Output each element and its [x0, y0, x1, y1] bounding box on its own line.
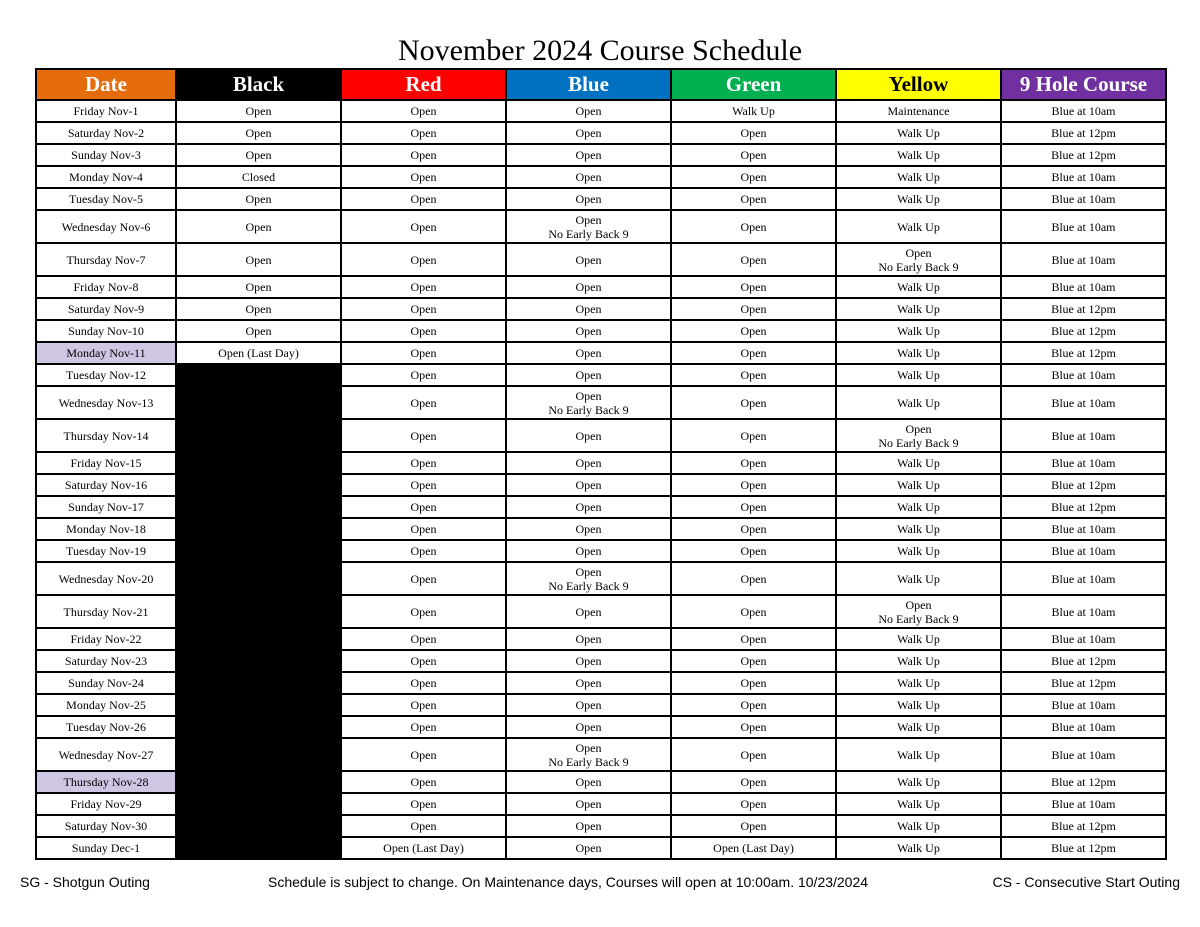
green-cell: Open — [671, 210, 836, 243]
yellow-cell: Walk Up — [836, 320, 1001, 342]
black-cell: Open — [176, 276, 341, 298]
nine-hole-cell: Blue at 10am — [1001, 628, 1166, 650]
date-cell: Tuesday Nov-12 — [36, 364, 176, 386]
date-cell: Saturday Nov-16 — [36, 474, 176, 496]
red-cell: Open — [341, 738, 506, 771]
date-cell: Sunday Nov-10 — [36, 320, 176, 342]
green-cell: Open — [671, 276, 836, 298]
nine-hole-cell: Blue at 10am — [1001, 540, 1166, 562]
red-cell: Open — [341, 452, 506, 474]
page-title: November 2024 Course Schedule — [397, 34, 803, 67]
date-cell: Tuesday Nov-19 — [36, 540, 176, 562]
blue-cell: Open — [506, 419, 671, 452]
table-row — [36, 364, 1166, 386]
yellow-cell: Walk Up — [836, 815, 1001, 837]
table-row — [36, 738, 1166, 771]
green-cell: Open — [671, 650, 836, 672]
date-cell: Wednesday Nov-13 — [36, 386, 176, 419]
blue-cell: Open — [506, 694, 671, 716]
green-cell: Open — [671, 595, 836, 628]
green-cell: Open — [671, 452, 836, 474]
blue-cell: Open — [506, 342, 671, 364]
blue-cell: Open No Early Back 9 — [506, 738, 671, 771]
table-row — [36, 540, 1166, 562]
blue-cell: Open — [506, 320, 671, 342]
black-cell: Open — [176, 320, 341, 342]
blue-cell: Open — [506, 188, 671, 210]
yellow-cell: Walk Up — [836, 738, 1001, 771]
nine-hole-cell: Blue at 12pm — [1001, 144, 1166, 166]
nine-hole-cell: Blue at 10am — [1001, 243, 1166, 276]
blue-cell: Open No Early Back 9 — [506, 386, 671, 419]
red-cell: Open — [341, 672, 506, 694]
black-cell — [176, 738, 341, 771]
footer-notice: Schedule is subject to change. On Maintenance days, Courses will open at 10:00am. 10/23/2024 — [268, 874, 869, 890]
yellow-cell: Walk Up — [836, 650, 1001, 672]
nine-hole-cell: Blue at 10am — [1001, 738, 1166, 771]
blue-cell: Open — [506, 243, 671, 276]
table-row — [36, 243, 1166, 276]
yellow-cell: Walk Up — [836, 342, 1001, 364]
green-cell: Open — [671, 122, 836, 144]
red-cell: Open — [341, 243, 506, 276]
table-row — [36, 342, 1166, 364]
yellow-cell: Walk Up — [836, 386, 1001, 419]
nine-hole-cell: Blue at 10am — [1001, 166, 1166, 188]
black-cell — [176, 815, 341, 837]
black-cell — [176, 474, 341, 496]
date-cell: Thursday Nov-7 — [36, 243, 176, 276]
green-cell: Open — [671, 474, 836, 496]
yellow-cell: Walk Up — [836, 628, 1001, 650]
black-cell — [176, 694, 341, 716]
yellow-cell: Walk Up — [836, 518, 1001, 540]
date-cell: Sunday Nov-17 — [36, 496, 176, 518]
red-cell: Open — [341, 628, 506, 650]
table-row — [36, 650, 1166, 672]
black-cell — [176, 419, 341, 452]
blue-cell: Open — [506, 595, 671, 628]
nine-hole-cell: Blue at 10am — [1001, 100, 1166, 122]
header-black: Black — [176, 69, 341, 100]
footer-legend-consecutive: CS - Consecutive Start Outing — [992, 874, 1180, 890]
blue-cell: Open No Early Back 9 — [506, 210, 671, 243]
nine-hole-cell: Blue at 12pm — [1001, 298, 1166, 320]
yellow-cell: Walk Up — [836, 452, 1001, 474]
red-cell: Open — [341, 122, 506, 144]
table-row — [36, 210, 1166, 243]
yellow-cell: Walk Up — [836, 771, 1001, 793]
blue-cell: Open — [506, 540, 671, 562]
blue-cell: Open — [506, 496, 671, 518]
yellow-cell: Walk Up — [836, 188, 1001, 210]
black-cell: Open — [176, 122, 341, 144]
nine-hole-cell: Blue at 10am — [1001, 793, 1166, 815]
black-cell — [176, 837, 341, 859]
black-cell: Open — [176, 100, 341, 122]
yellow-cell: Walk Up — [836, 716, 1001, 738]
red-cell: Open — [341, 166, 506, 188]
nine-hole-cell: Blue at 12pm — [1001, 650, 1166, 672]
yellow-cell: Maintenance — [836, 100, 1001, 122]
yellow-cell: Walk Up — [836, 694, 1001, 716]
header-green: Green — [671, 69, 836, 100]
black-cell: Open — [176, 188, 341, 210]
table-row — [36, 562, 1166, 595]
green-cell: Open — [671, 364, 836, 386]
table-row — [36, 595, 1166, 628]
nine-hole-cell: Blue at 10am — [1001, 595, 1166, 628]
nine-hole-cell: Blue at 10am — [1001, 276, 1166, 298]
table-row — [36, 694, 1166, 716]
yellow-cell: Walk Up — [836, 166, 1001, 188]
red-cell: Open — [341, 276, 506, 298]
black-cell — [176, 540, 341, 562]
red-cell: Open — [341, 562, 506, 595]
table-row — [36, 144, 1166, 166]
blue-cell: Open — [506, 628, 671, 650]
red-cell: Open — [341, 419, 506, 452]
footer-legend-shotgun: SG - Shotgun Outing — [20, 874, 150, 890]
red-cell: Open — [341, 595, 506, 628]
black-cell — [176, 771, 341, 793]
black-cell: Open — [176, 144, 341, 166]
blue-cell: Open — [506, 166, 671, 188]
red-cell: Open — [341, 474, 506, 496]
blue-cell: Open — [506, 474, 671, 496]
date-cell: Tuesday Nov-5 — [36, 188, 176, 210]
nine-hole-cell: Blue at 10am — [1001, 210, 1166, 243]
red-cell: Open — [341, 188, 506, 210]
date-cell: Thursday Nov-28 — [36, 771, 176, 793]
red-cell: Open — [341, 540, 506, 562]
blue-cell: Open — [506, 364, 671, 386]
blue-cell: Open — [506, 276, 671, 298]
green-cell: Open — [671, 496, 836, 518]
header-red: Red — [341, 69, 506, 100]
green-cell: Open — [671, 518, 836, 540]
black-cell — [176, 716, 341, 738]
yellow-cell: Walk Up — [836, 276, 1001, 298]
red-cell: Open — [341, 342, 506, 364]
black-cell — [176, 650, 341, 672]
date-cell: Wednesday Nov-20 — [36, 562, 176, 595]
blue-cell: Open — [506, 122, 671, 144]
nine-hole-cell: Blue at 10am — [1001, 386, 1166, 419]
black-cell — [176, 595, 341, 628]
schedule-body — [36, 100, 1166, 859]
nine-hole-cell: Blue at 10am — [1001, 452, 1166, 474]
red-cell: Open (Last Day) — [341, 837, 506, 859]
green-cell: Open — [671, 540, 836, 562]
nine-hole-cell: Blue at 10am — [1001, 188, 1166, 210]
date-cell: Thursday Nov-14 — [36, 419, 176, 452]
table-row — [36, 518, 1166, 540]
table-row — [36, 188, 1166, 210]
black-cell: Open — [176, 210, 341, 243]
red-cell: Open — [341, 518, 506, 540]
red-cell: Open — [341, 694, 506, 716]
date-cell: Friday Nov-8 — [36, 276, 176, 298]
black-cell: Open — [176, 243, 341, 276]
table-row — [36, 793, 1166, 815]
date-cell: Monday Nov-18 — [36, 518, 176, 540]
table-row — [36, 628, 1166, 650]
black-cell — [176, 628, 341, 650]
black-cell — [176, 793, 341, 815]
green-cell: Open — [671, 243, 836, 276]
yellow-cell: Open No Early Back 9 — [836, 243, 1001, 276]
header-nine-hole: 9 Hole Course — [1001, 69, 1166, 100]
header-date: Date — [36, 69, 176, 100]
course-schedule-table — [35, 68, 1167, 860]
table-row — [36, 771, 1166, 793]
header-row — [36, 69, 1166, 100]
yellow-cell: Walk Up — [836, 144, 1001, 166]
date-cell: Tuesday Nov-26 — [36, 716, 176, 738]
table-row — [36, 166, 1166, 188]
green-cell: Open — [671, 815, 836, 837]
red-cell: Open — [341, 771, 506, 793]
date-cell: Friday Nov-1 — [36, 100, 176, 122]
nine-hole-cell: Blue at 12pm — [1001, 672, 1166, 694]
date-cell: Monday Nov-11 — [36, 342, 176, 364]
date-cell: Sunday Dec-1 — [36, 837, 176, 859]
date-cell: Friday Nov-29 — [36, 793, 176, 815]
blue-cell: Open — [506, 452, 671, 474]
date-cell: Wednesday Nov-27 — [36, 738, 176, 771]
table-row — [36, 452, 1166, 474]
blue-cell: Open — [506, 650, 671, 672]
table-row — [36, 837, 1166, 859]
yellow-cell: Walk Up — [836, 540, 1001, 562]
black-cell — [176, 452, 341, 474]
nine-hole-cell: Blue at 10am — [1001, 716, 1166, 738]
table-row — [36, 474, 1166, 496]
table-row — [36, 298, 1166, 320]
table-row — [36, 672, 1166, 694]
red-cell: Open — [341, 364, 506, 386]
red-cell: Open — [341, 386, 506, 419]
black-cell: Open — [176, 298, 341, 320]
blue-cell: Open — [506, 837, 671, 859]
green-cell: Walk Up — [671, 100, 836, 122]
yellow-cell: Walk Up — [836, 298, 1001, 320]
date-cell: Saturday Nov-2 — [36, 122, 176, 144]
blue-cell: Open — [506, 672, 671, 694]
black-cell — [176, 386, 341, 419]
table-row — [36, 320, 1166, 342]
red-cell: Open — [341, 650, 506, 672]
date-cell: Saturday Nov-30 — [36, 815, 176, 837]
blue-cell: Open — [506, 771, 671, 793]
date-cell: Saturday Nov-23 — [36, 650, 176, 672]
date-cell: Friday Nov-15 — [36, 452, 176, 474]
header-yellow: Yellow — [836, 69, 1001, 100]
red-cell: Open — [341, 815, 506, 837]
table-row — [36, 122, 1166, 144]
header-blue: Blue — [506, 69, 671, 100]
green-cell: Open — [671, 793, 836, 815]
green-cell: Open — [671, 694, 836, 716]
table-row — [36, 496, 1166, 518]
black-cell — [176, 496, 341, 518]
nine-hole-cell: Blue at 12pm — [1001, 815, 1166, 837]
table-row — [36, 100, 1166, 122]
table-row — [36, 815, 1166, 837]
date-cell: Sunday Nov-24 — [36, 672, 176, 694]
table-row — [36, 276, 1166, 298]
red-cell: Open — [341, 496, 506, 518]
nine-hole-cell: Blue at 12pm — [1001, 122, 1166, 144]
date-cell: Monday Nov-25 — [36, 694, 176, 716]
blue-cell: Open — [506, 144, 671, 166]
red-cell: Open — [341, 298, 506, 320]
nine-hole-cell: Blue at 12pm — [1001, 496, 1166, 518]
yellow-cell: Open No Early Back 9 — [836, 595, 1001, 628]
date-cell: Saturday Nov-9 — [36, 298, 176, 320]
green-cell: Open — [671, 320, 836, 342]
nine-hole-cell: Blue at 12pm — [1001, 837, 1166, 859]
blue-cell: Open — [506, 100, 671, 122]
green-cell: Open — [671, 562, 836, 595]
nine-hole-cell: Blue at 10am — [1001, 562, 1166, 595]
green-cell: Open — [671, 144, 836, 166]
red-cell: Open — [341, 716, 506, 738]
green-cell: Open — [671, 298, 836, 320]
blue-cell: Open — [506, 793, 671, 815]
green-cell: Open — [671, 771, 836, 793]
date-cell: Thursday Nov-21 — [36, 595, 176, 628]
blue-cell: Open — [506, 815, 671, 837]
yellow-cell: Walk Up — [836, 474, 1001, 496]
green-cell: Open — [671, 166, 836, 188]
date-cell: Friday Nov-22 — [36, 628, 176, 650]
black-cell — [176, 672, 341, 694]
date-cell: Sunday Nov-3 — [36, 144, 176, 166]
yellow-cell: Walk Up — [836, 364, 1001, 386]
green-cell: Open — [671, 386, 836, 419]
table-row — [36, 716, 1166, 738]
yellow-cell: Walk Up — [836, 496, 1001, 518]
date-cell: Wednesday Nov-6 — [36, 210, 176, 243]
blue-cell: Open — [506, 298, 671, 320]
green-cell: Open (Last Day) — [671, 837, 836, 859]
green-cell: Open — [671, 628, 836, 650]
yellow-cell: Walk Up — [836, 793, 1001, 815]
nine-hole-cell: Blue at 12pm — [1001, 342, 1166, 364]
green-cell: Open — [671, 738, 836, 771]
nine-hole-cell: Blue at 12pm — [1001, 474, 1166, 496]
yellow-cell: Walk Up — [836, 122, 1001, 144]
date-cell: Monday Nov-4 — [36, 166, 176, 188]
black-cell — [176, 562, 341, 595]
blue-cell: Open — [506, 716, 671, 738]
black-cell — [176, 364, 341, 386]
yellow-cell: Walk Up — [836, 837, 1001, 859]
table-row — [36, 419, 1166, 452]
nine-hole-cell: Blue at 10am — [1001, 694, 1166, 716]
red-cell: Open — [341, 144, 506, 166]
nine-hole-cell: Blue at 12pm — [1001, 771, 1166, 793]
nine-hole-cell: Blue at 12pm — [1001, 320, 1166, 342]
yellow-cell: Walk Up — [836, 562, 1001, 595]
green-cell: Open — [671, 672, 836, 694]
blue-cell: Open No Early Back 9 — [506, 562, 671, 595]
green-cell: Open — [671, 342, 836, 364]
red-cell: Open — [341, 320, 506, 342]
red-cell: Open — [341, 210, 506, 243]
nine-hole-cell: Blue at 10am — [1001, 364, 1166, 386]
green-cell: Open — [671, 716, 836, 738]
yellow-cell: Open No Early Back 9 — [836, 419, 1001, 452]
yellow-cell: Walk Up — [836, 672, 1001, 694]
green-cell: Open — [671, 188, 836, 210]
black-cell: Closed — [176, 166, 341, 188]
blue-cell: Open — [506, 518, 671, 540]
red-cell: Open — [341, 793, 506, 815]
yellow-cell: Walk Up — [836, 210, 1001, 243]
table-row — [36, 386, 1166, 419]
red-cell: Open — [341, 100, 506, 122]
green-cell: Open — [671, 419, 836, 452]
black-cell: Open (Last Day) — [176, 342, 341, 364]
black-cell — [176, 518, 341, 540]
nine-hole-cell: Blue at 10am — [1001, 518, 1166, 540]
nine-hole-cell: Blue at 10am — [1001, 419, 1166, 452]
